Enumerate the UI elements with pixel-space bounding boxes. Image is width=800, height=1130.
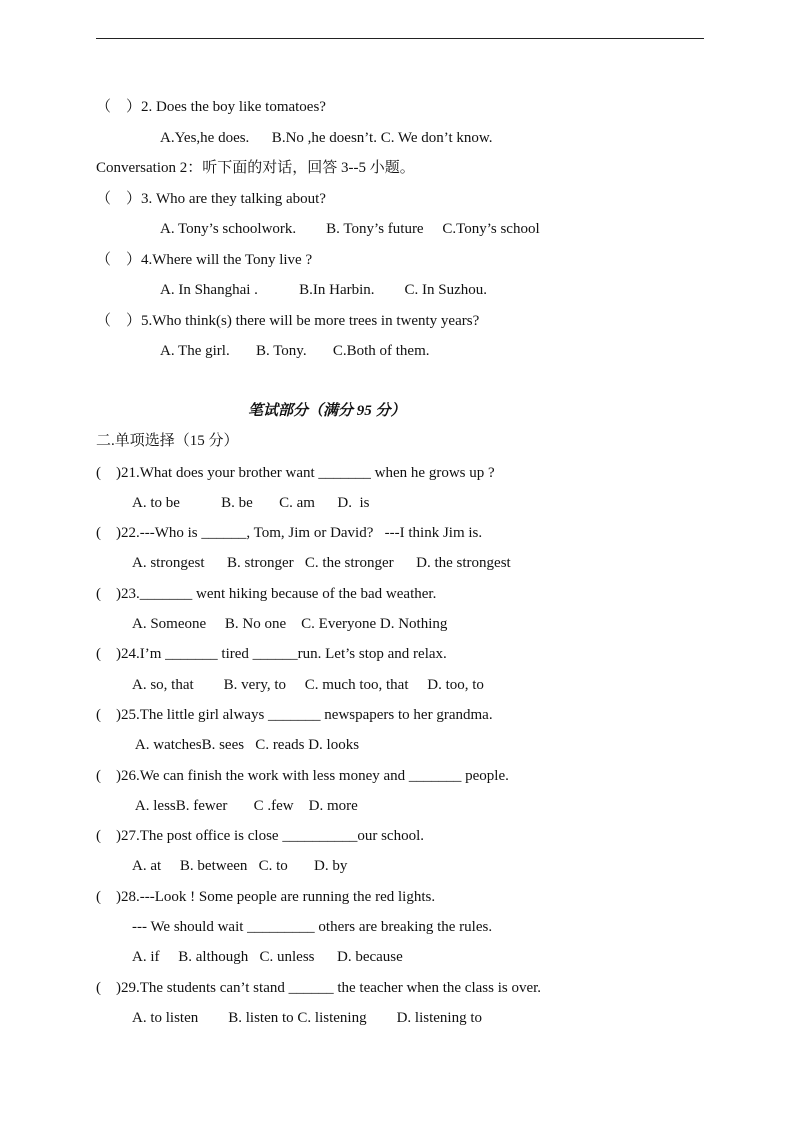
question-5-options: A. The girl. B. Tony. C.Both of them. <box>160 343 430 359</box>
question-28-reply: --- We should wait _________ others are breaking the rules. <box>132 919 493 935</box>
question-2-options: A.Yes,he does. B.No ,he doesn’t. C. We don’t know. <box>160 130 493 146</box>
question-22: ( )22.---Who is ______, Tom, Jim or David? ---I think Jim is. <box>96 525 483 541</box>
question-27: ( )27.The post office is close __________our school. <box>96 828 425 844</box>
question-4: （ ）4.Where will the Tony live ? <box>96 252 313 268</box>
conversation-2-heading: Conversation 2：听下面的对话，回答 3--5 小题。 <box>96 160 415 176</box>
question-29: ( )29.The students can’t stand ______ the teacher when the class is over. <box>96 980 542 996</box>
question-3: （ ）3. Who are they talking about? <box>96 191 326 207</box>
question-23: ( )23._______ went hiking because of the bad weather. <box>96 586 437 602</box>
question-28-options: A. if B. although C. unless D. because <box>132 949 403 965</box>
question-22-options: A. strongest B. stronger C. the stronger D. the strongest <box>132 555 511 571</box>
question-2: （ ）2. Does the boy like tomatoes? <box>96 99 326 115</box>
question-25: ( )25.The little girl always _______ newspapers to her grandma. <box>96 707 493 723</box>
written-section-title: 笔试部分（满分 95 分） <box>248 403 406 419</box>
header-rule <box>96 38 704 39</box>
question-21: ( )21.What does your brother want _______ when he grows up ? <box>96 465 495 481</box>
question-24-options: A. so, that B. very, to C. much too, that D. too, to <box>132 677 484 693</box>
question-26: ( )26.We can finish the work with less money and _______ people. <box>96 768 509 784</box>
question-24: ( )24.I’m _______ tired ______run. Let’s stop and relax. <box>96 646 447 662</box>
question-28: ( )28.---Look ! Some people are running the red lights. <box>96 889 436 905</box>
question-25-options: A. watchesB. sees C. reads D. looks <box>132 737 360 753</box>
question-29-options: A. to listen B. listen to C. listening D. listening to <box>132 1010 483 1026</box>
question-4-options: A. In Shanghai . B.In Harbin. C. In Suzhou. <box>160 282 488 298</box>
question-5: （ ）5.Who think(s) there will be more trees in twenty years? <box>96 313 480 329</box>
multiple-choice-heading: 二.单项选择（15 分） <box>96 433 239 449</box>
question-27-options: A. at B. between C. to D. by <box>132 858 348 874</box>
question-3-options: A. Tony’s schoolwork. B. Tony’s future C.Tony’s school <box>160 221 540 237</box>
question-23-options: A. Someone B. No one C. Everyone D. Nothing <box>132 616 448 632</box>
question-21-options: A. to be B. be C. am D. is <box>132 495 370 511</box>
question-26-options: A. lessB. fewer C .few D. more <box>132 798 358 814</box>
